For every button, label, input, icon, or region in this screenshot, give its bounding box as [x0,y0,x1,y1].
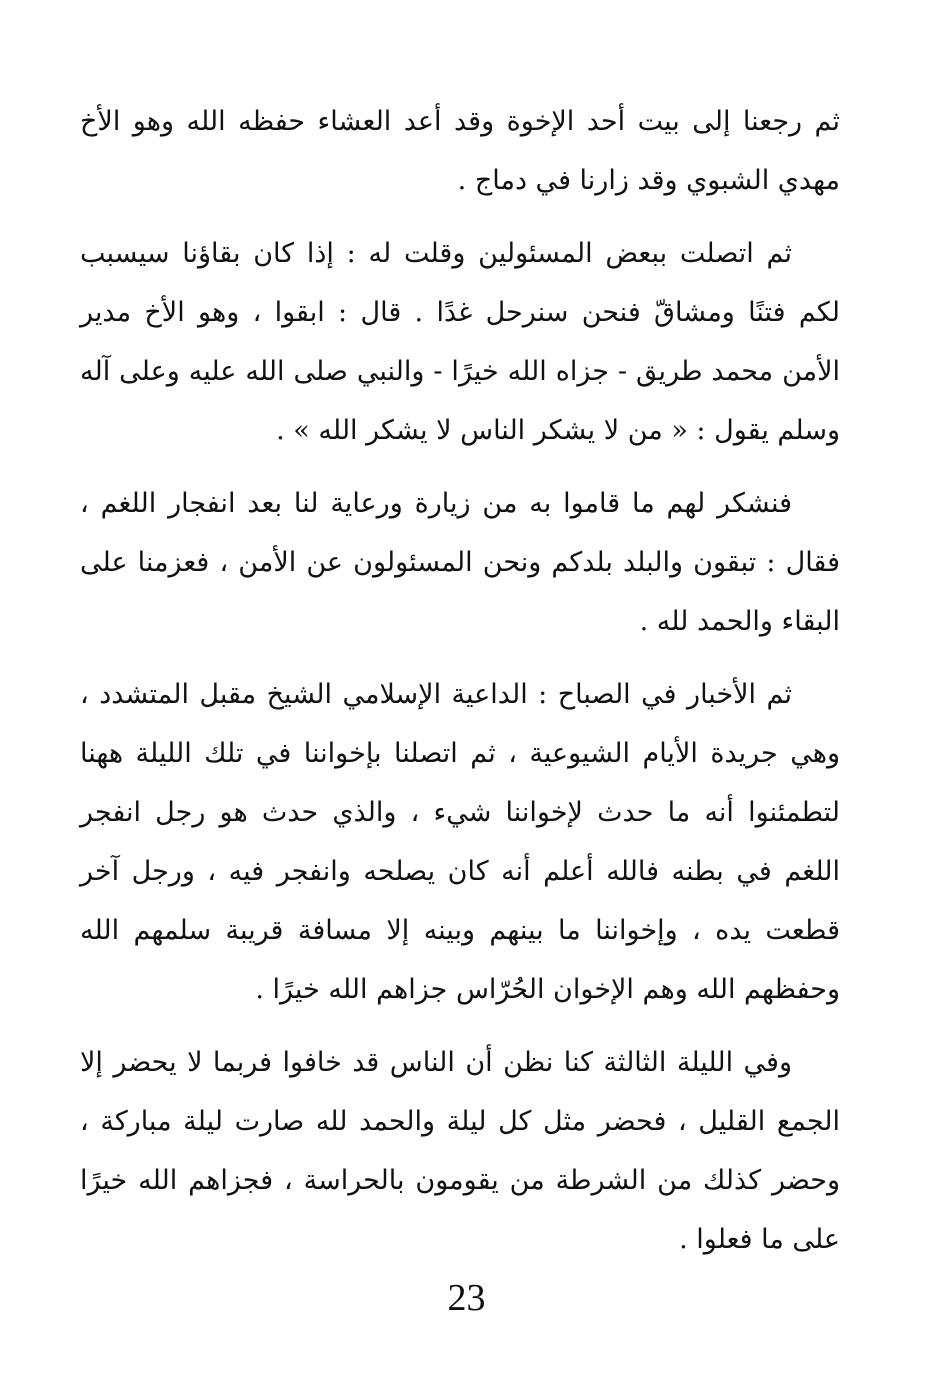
paragraph-2: ثم اتصلت ببعض المسئولين وقلت له : إذا كان بقاؤنا سيسبب لكم فتنًا ومشاقّ فنحن سنرحل غدًا . قال : ابقوا ، وهو الأخ مدير الأمن محمد طريق - جزاه الله خيرًا - والنبي صلى الله عليه وعلى آله وسلم يقول : « من لا يشكر الناس لا يشكر الله » . [80,238,840,446]
page-body-text [80,92,840,1283]
paragraph-4: ثم الأخبار في الصباح : الداعية الإسلامي الشيخ مقبل المتشدد ، وهي جريدة الأيام الشيوعية ، ثم اتصلنا بإخواننا في تلك الليلة ههنا لتطمئنوا أنه ما حدث لإخواننا شيء ، والذي حدث هو رجل انفجر اللغم في بطنه فالله أعلم أنه كان يصلحه وانفجر فيه ، ورجل آخر قطعت يده ، وإخواننا ما بينهم وبينه إلا مسافة قريبة سلمهم الله وحفظهم الله وهم الإخوان الحُرّاس جزاهم الله خيرًا . [80,679,840,1005]
paragraph-1: ثم رجعنا إلى بيت أحد الإخوة وقد أعد العشاء حفظه الله وهو الأخ مهدي الشبوي وقد زارنا في دماج . [80,106,840,196]
page-number: 23 [447,1277,486,1319]
paragraph-3: فنشكر لهم ما قاموا به من زيارة ورعاية لنا بعد انفجار اللغم ، فقال : تبقون والبلد بلدكم ونحن المسئولون عن الأمن ، فعزمنا على البقاء والحمد لله . [80,488,840,637]
paragraph-5: وفي الليلة الثالثة كنا نظن أن الناس قد خافوا فربما لا يحضر إلا الجمع القليل ، فحضر مثل كل ليلة والحمد لله صارت ليلة مباركة ، وحضر كذلك من الشرطة من يقومون بالحراسة ، فجزاهم الله خيرًا على ما فعلوا . [80,1047,840,1255]
